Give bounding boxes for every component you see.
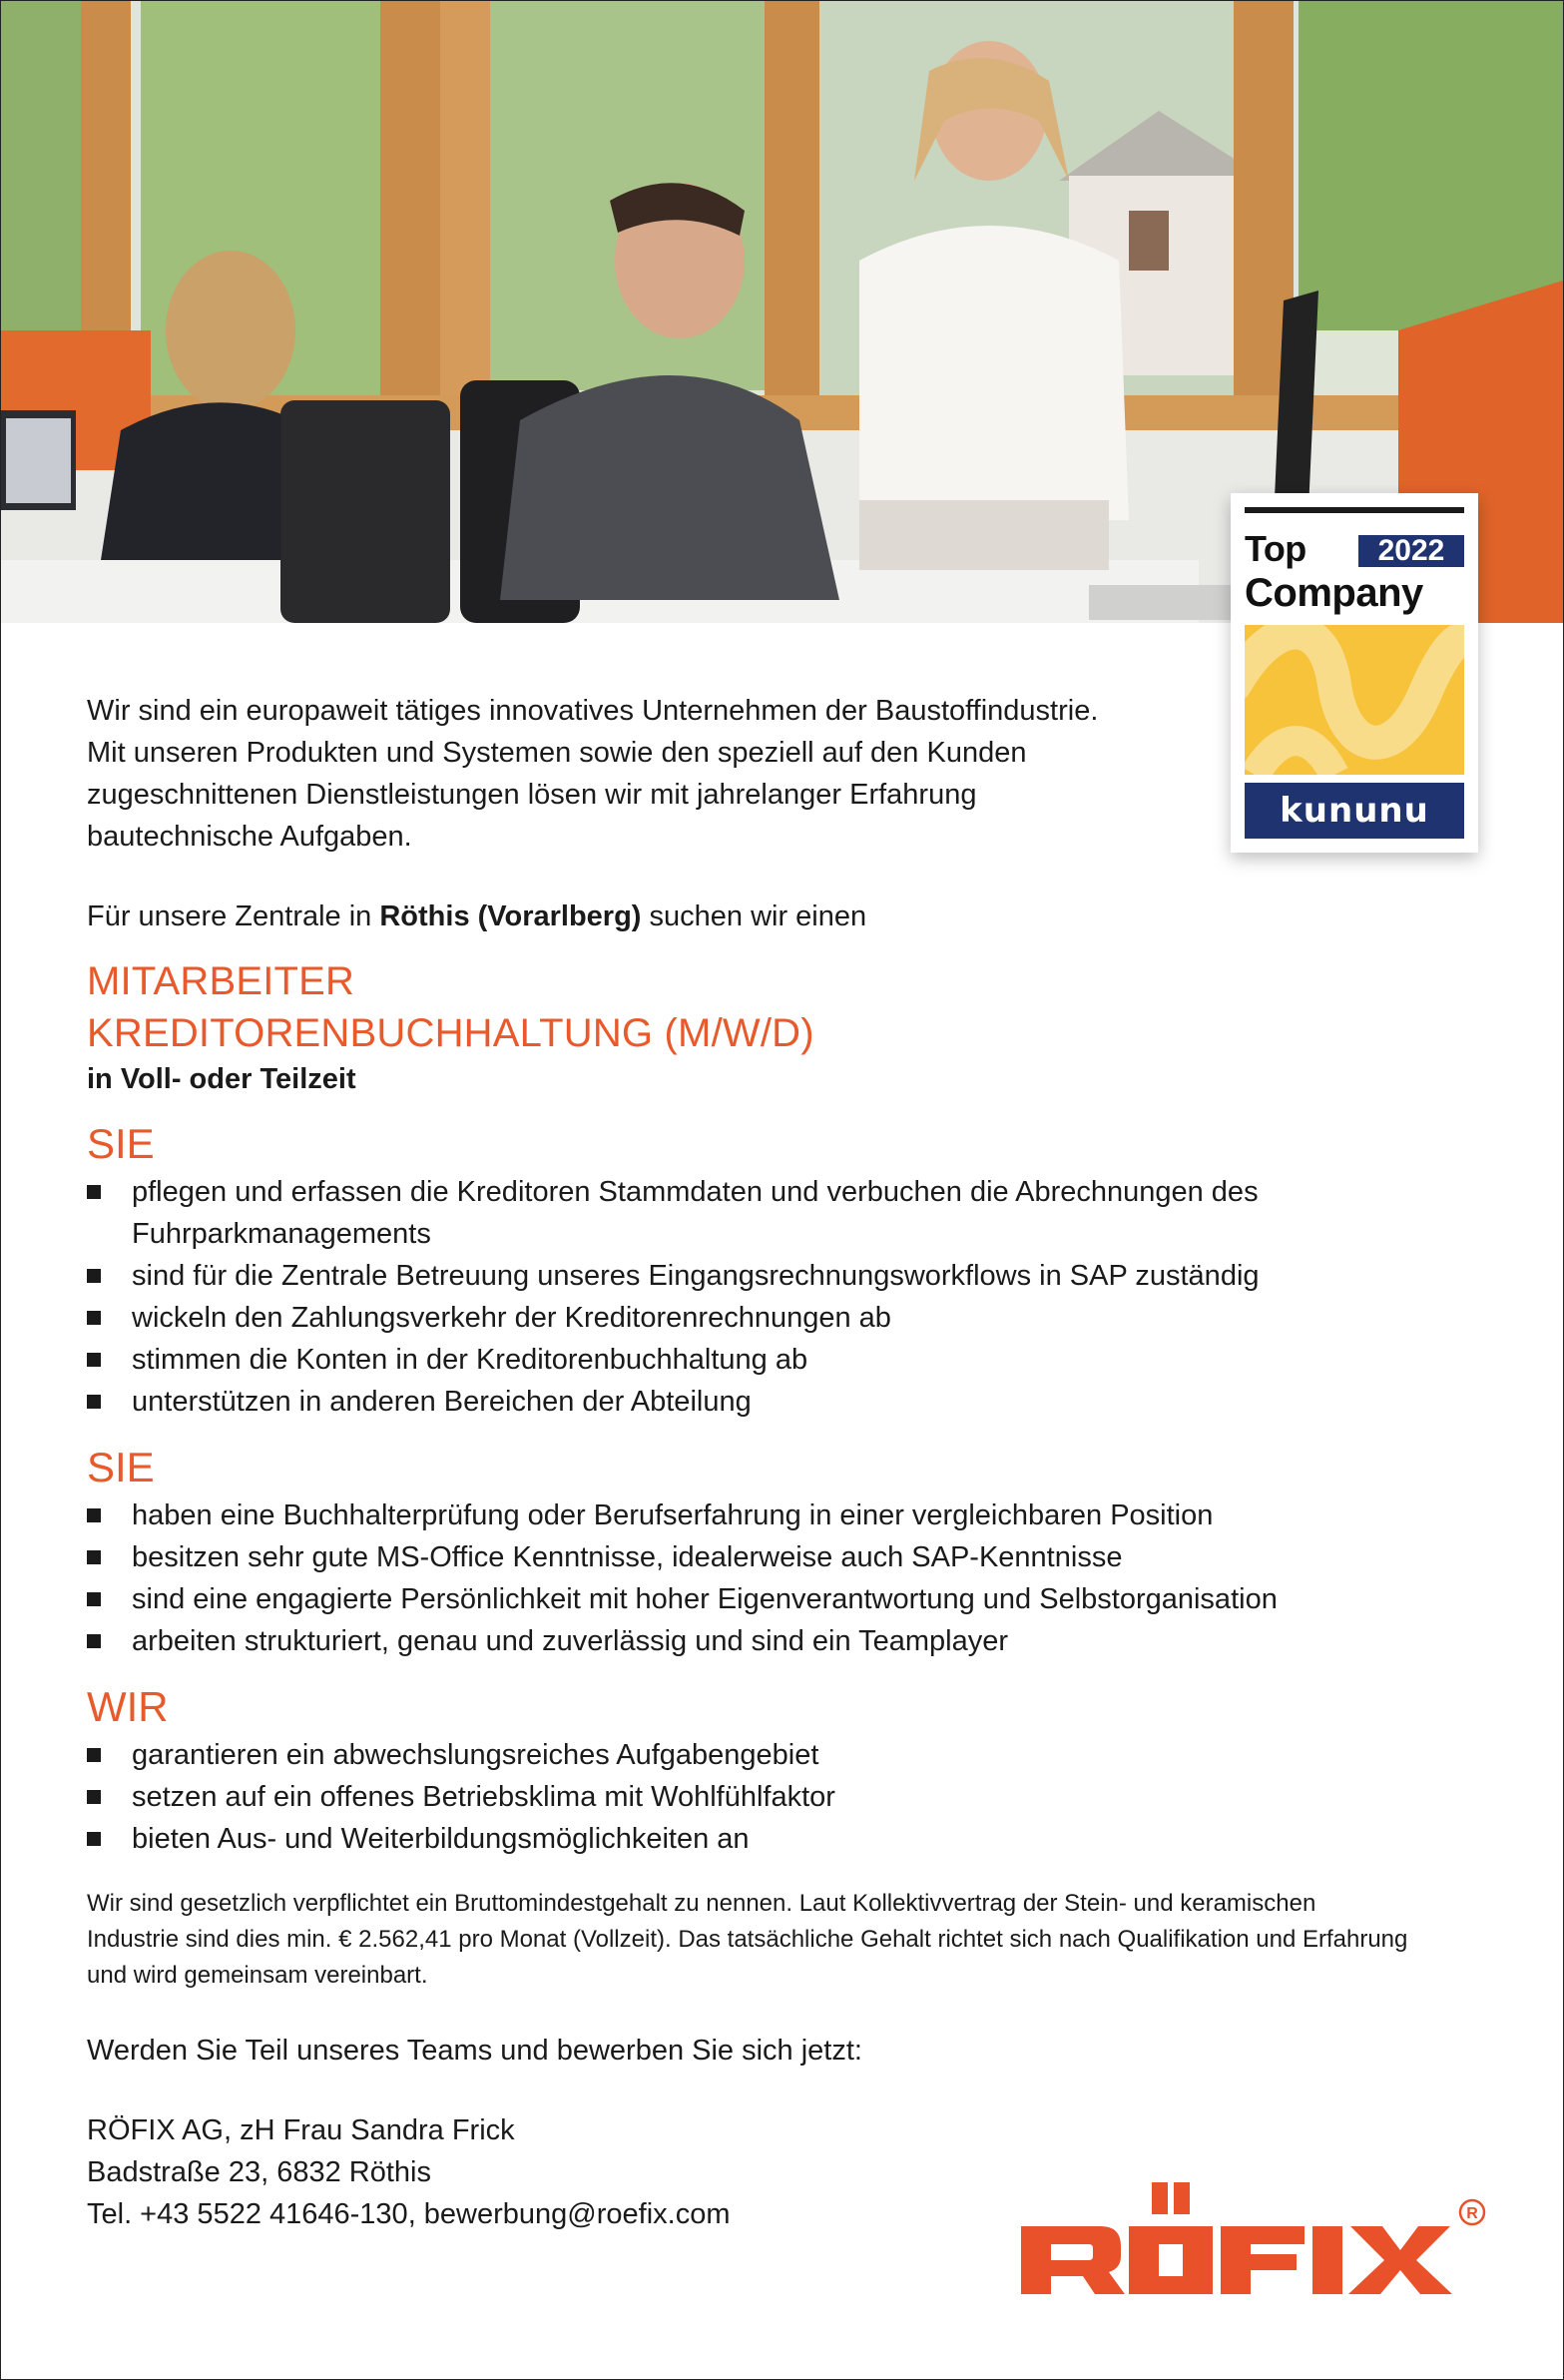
list-item: bieten Aus- und Weiterbildungsmöglichkeiten an: [87, 1818, 1474, 1860]
section-heading: SIE: [87, 1120, 155, 1167]
salary-disclosure: Wir sind gesetzlich verpflichtet ein Bruttomindestgehalt zu nennen. Laut Kollektivvertrag der Stein- und keramischen Industrie sind dies min. € 2.562,41 pro Monat (Vollzeit). Das tatsächliche Gehalt richtet sich nach Qualifikation und Erfahrung und wird gemeinsam vereinbart.: [87, 1890, 1408, 1989]
section-heading: SIE: [87, 1444, 155, 1490]
job-title-line-1: MITARBEITER: [87, 959, 355, 1003]
position-location-line: [87, 895, 1474, 937]
badge-company-label: Company: [1245, 571, 1423, 615]
offer-list: [87, 1734, 1474, 1860]
list-item: wickeln den Zahlungsverkehr der Kreditorenrechnungen ab: [87, 1297, 1474, 1339]
job-title-line-2: KREDITORENBUCHHALTUNG (M/W/D): [87, 1011, 814, 1055]
roefix-logo: [1021, 2182, 1490, 2302]
search-text-before: Für unsere Zentrale in: [87, 900, 380, 932]
kununu-logo: kununu: [1245, 783, 1464, 839]
list-item: besitzen sehr gute MS-Office Kenntnisse, idealerweise auch SAP-Kenntnisse: [87, 1536, 1474, 1578]
location: Röthis (Vorarlberg): [379, 900, 642, 932]
contact-phone-email: Tel. +43 5522 41646-130, bewerbung@roefix.com: [87, 2198, 731, 2230]
company-intro: Wir sind ein europaweit tätiges innovatives Unternehmen der Baustoffindustrie. Mit unseren Produkten und Systemen sowie den speziell auf den Kunden zugeschnittenen Dienstleistungen lösen wir mit jahrelanger Erfahrung bautechnische Aufgaben.: [87, 695, 1099, 853]
call-to-action: Werden Sie Teil unseres Teams und bewerben Sie sich jetzt:: [87, 2035, 862, 2067]
task-list: [87, 1171, 1474, 1423]
svg-text:R: R: [1466, 2205, 1478, 2222]
badge-top-label: Top: [1245, 528, 1306, 569]
job-title: [87, 955, 1474, 1059]
badge-top-rule: [1245, 507, 1464, 513]
contact-address: Badstraße 23, 6832 Röthis: [87, 2156, 431, 2188]
section-offer: [87, 1684, 1474, 1860]
search-text-after: suchen wir einen: [641, 900, 867, 932]
section-heading: WIR: [87, 1683, 169, 1730]
section-requirements: [87, 1445, 1474, 1662]
section-tasks: [87, 1121, 1474, 1423]
list-item: arbeiten strukturiert, genau und zuverlässig und sind ein Teamplayer: [87, 1620, 1474, 1662]
ad-content: [87, 690, 1474, 2235]
list-item: setzen auf ein offenes Betriebsklima mit Wohlfühlfaktor: [87, 1776, 1474, 1818]
list-item: unterstützen in anderen Bereichen der Abteilung: [87, 1381, 1474, 1423]
list-item: garantieren ein abwechslungsreiches Aufgabengebiet: [87, 1734, 1474, 1776]
list-item: sind eine engagierte Persönlichkeit mit hoher Eigenverantwortung und Selbstorganisation: [87, 1578, 1474, 1620]
list-item: haben eine Buchhalterprüfung oder Berufserfahrung in einer vergleichbaren Position: [87, 1494, 1474, 1536]
list-item: stimmen die Konten in der Kreditorenbuchhaltung ab: [87, 1339, 1474, 1381]
employment-type: in Voll- oder Teilzeit: [87, 1063, 356, 1095]
contact-company: RÖFIX AG, zH Frau Sandra Frick: [87, 2114, 515, 2146]
list-item: sind für die Zentrale Betreuung unseres Eingangsrechnungsworkflows in SAP zuständig: [87, 1255, 1474, 1297]
requirement-list: [87, 1494, 1474, 1662]
badge-year: 2022: [1358, 535, 1464, 567]
list-item: pflegen und erfassen die Kreditoren Stammdaten und verbuchen die Abrechnungen des Fuhrparkmanagements: [87, 1171, 1459, 1255]
